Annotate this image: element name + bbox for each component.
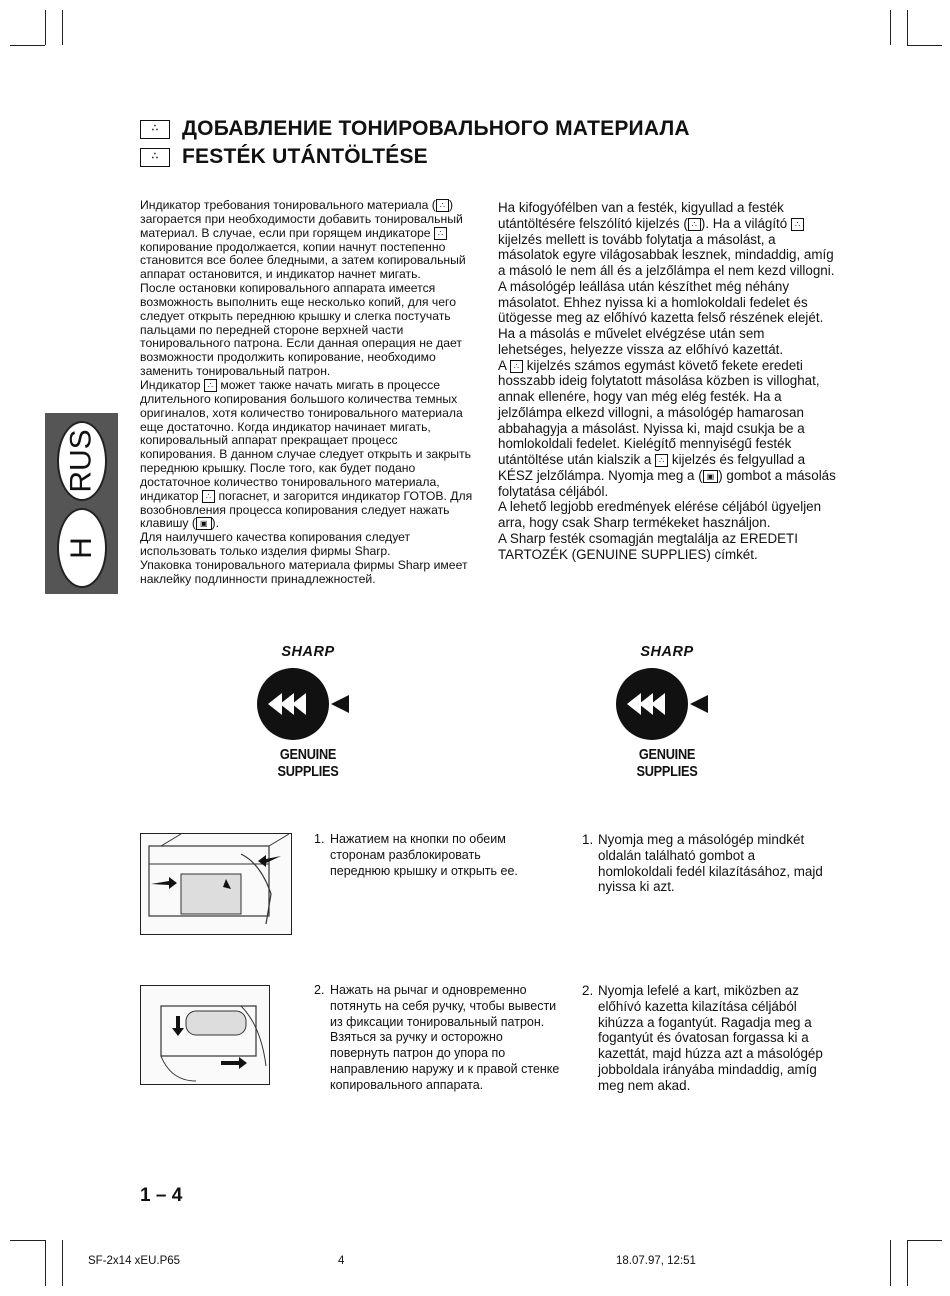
genuine-supplies-logo	[597, 644, 737, 781]
language-label-h: H	[57, 508, 107, 588]
crop-mark	[45, 10, 46, 45]
paragraph: Индикатор ∴ может также начать мигать в процессе длительного копирования большого количества темных оригиналов, хотя количество тонировального материала еще достаточно. Когда индикатор начинает мигать, копировальный аппарат прекращает процесс копирования. В данном случае следует открыть и закрыть переднюю крышку. После того, как будет подано достаточное количество тонировального материала, индикатор ∴ погаснет, и загорится индикатор ГОТОВ. Для возобновления процесса копирования следует нажать клавишу ( ▣ ).	[140, 377, 473, 531]
open-front-cover-illustration	[140, 833, 292, 935]
crop-mark	[907, 1240, 942, 1241]
paragraph: A lehető legjobb eredmények elérése céljából ügyeljen arra, hogy csak Sharp termékeket használjon.	[498, 499, 822, 530]
brand-name: SHARP	[281, 644, 335, 660]
paragraph: Ha kifogyófélben van a festék, kigyullad a festék utántöltésére felszólító kijelzés ( ∴ ). Ha a világító ∴ kijelzés mellett is tovább folytatja a másolást, a másolatok egyre világosabbak lesznek, mindaddig, amíg a másoló le nem áll és a jelzőlámpa el nem kezd villogni.	[498, 200, 835, 278]
genuine-supplies-logo	[238, 644, 378, 781]
paragraph: Упаковка тонировального материала фирмы Sharp имеет наклейку подлинности принадлежностей.	[140, 557, 468, 586]
page-number: 1 – 4	[140, 1185, 183, 1206]
body-text-hu	[498, 200, 836, 562]
crop-mark	[62, 1240, 63, 1286]
genuine-supplies-caption: GENUINE SUPPLIES	[636, 746, 698, 780]
toner-icon: ∴	[436, 199, 449, 212]
toner-icon: ∴	[688, 218, 701, 231]
start-key-icon: ▣	[196, 517, 212, 530]
toner-icon: ∴	[140, 148, 170, 167]
step-hu: 1. Nyomja meg a másológép mindkét oldalán található gombot a homlokoldali fedél kilazításához, majd nyissa ki azt.	[582, 832, 823, 895]
paragraph: Для наилучшего качества копирования следует использовать только изделия фирмы Sharp.	[140, 530, 411, 559]
arrow-logo-icon	[248, 662, 368, 746]
crop-mark	[10, 45, 45, 46]
paragraph: Индикатор требования тонировального материала ( ∴ ) загорается при необходимости добавить тонировальный материал. В случае, если при горящем индикаторе ∴ копирование продолжается, копии начнут постепенно становится все более бледными, а затем копировальный аппарат остановится, и индикатор начнет мигать.	[140, 198, 466, 282]
remove-toner-cartridge-illustration	[140, 985, 270, 1085]
crop-mark	[907, 10, 908, 45]
crop-mark	[907, 1240, 908, 1286]
language-tab	[45, 413, 118, 594]
crop-mark	[10, 1240, 45, 1241]
footer-date: 18.07.97, 12:51	[616, 1255, 696, 1267]
toner-icon: ∴	[655, 454, 668, 467]
crop-mark	[62, 10, 63, 45]
paragraph: A ∴ kijelzés számos egymást követő fekete eredeti hosszabb ideig folytatott másolása közben is villoghat, annak ellenére, hogy van még elég festék. Ha a jelzőlámpa elkezd villogni, a másológép hamarosan abbahagyja a másolást. Nyissa ki, majd csukja be a homlokoldali fedelet. Kielégítő mennyiségű festék utántöltése után kialszik a ∴ kijelzés és felgyullad a KÉSZ jelzőlámpa. Nyomja meg a ( ▣ ) gombot a másolás folytatása céljából.	[498, 357, 836, 499]
language-label-rus: RUS	[57, 421, 107, 501]
title-ru: ∴ ДОБАВЛЕНИЕ ТОНИРОВАЛЬНОГО МАТЕРИАЛА	[140, 117, 690, 141]
toner-icon: ∴	[791, 218, 804, 231]
toner-icon: ∴	[510, 360, 523, 373]
title-hu: ∴ FESTÉK UTÁNTÖLTÉSE	[140, 145, 428, 169]
crop-mark	[907, 45, 942, 46]
genuine-supplies-caption: GENUINE SUPPLIES	[277, 746, 339, 780]
paragraph: После остановки копировального аппарата имеется возможность выполнить еще несколько копий, для чего следует открыть переднюю крышку и слегка постучать пальцами по передней стороне верхней части тонировального патрона. Если данная операция не дает возможности продолжить копирование, необходимо заменить тонировальный патрон.	[140, 281, 463, 379]
body-text-ru	[140, 199, 476, 587]
step-hu: 2. Nyomja lefelé a kart, miközben az előhívó kazetta kilazítása céljából kihúzza a fogantyút. Ragadja meg a fogantyút és óvatosan forgassa ki a kazettát, majd húzza azt a másológép jobboldala irányába mindaddig, amíg meg nem akad.	[582, 983, 823, 1093]
step-ru: 2. Нажать на рычаг и одновременно потянуть на себя ручку, чтобы вывести из фиксации тонировальный патрон. Взяться за ручку и осторожно повернуть патрон до упора по направлению наружу и к правой стенке копировального аппарата.	[314, 983, 560, 1092]
paragraph: A Sharp festék csomagján megtalálja az EREDETI TARTOZÉK (GENUINE SUPPLIES) címkét.	[498, 530, 798, 562]
footer-page: 4	[338, 1255, 345, 1267]
toner-icon: ∴	[434, 227, 447, 240]
toner-icon: ∴	[140, 120, 170, 139]
footer-filename: SF-2x14 xEU.P65	[88, 1255, 181, 1267]
step-ru: 1. Нажатием на кнопки по обеим сторонам разблокировать переднюю крышку и открыть ее.	[314, 832, 518, 878]
crop-mark	[890, 10, 891, 45]
toner-icon: ∴	[202, 490, 215, 503]
brand-name: SHARP	[640, 644, 694, 660]
crop-mark	[890, 1240, 891, 1286]
crop-mark	[45, 1240, 46, 1286]
start-key-icon: ▣	[703, 470, 719, 483]
arrow-logo-icon	[607, 662, 727, 746]
paragraph: A másológép leállása után készíthet még néhány másolatot. Ehhez nyissa ki a homlokoldali fedelet és ütögesse meg az előhívó kazetta felső részének elejét. Ha a másolás e művelet elvégzése után sem lehetséges, helyezze vissza az előhívó kazettát.	[498, 278, 824, 357]
toner-icon: ∴	[204, 379, 217, 392]
